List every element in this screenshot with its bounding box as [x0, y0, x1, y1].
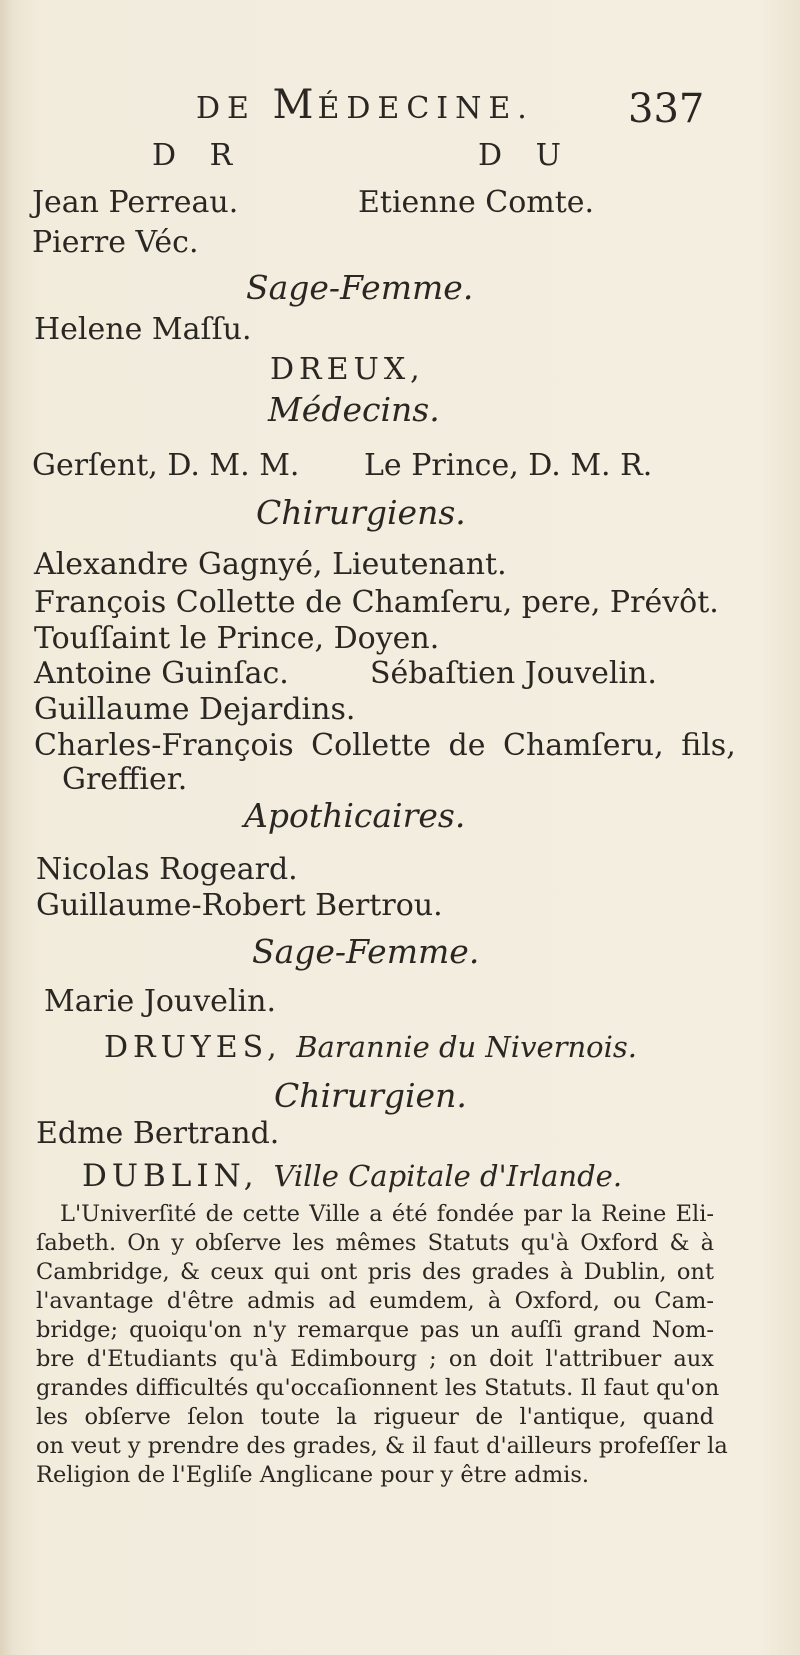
paragraph-line: ſabeth. On y obſerve les mêmes Statuts qu'à Oxford & à [36, 1230, 714, 1256]
paragraph-line: L'Univerſité de cette Ville a été fondée par la Reine Eli- [60, 1201, 714, 1227]
chirurgien-entry: Antoine Guinſac. [34, 656, 289, 691]
section-heading-chirurgiens: Chirurgiens. [256, 493, 466, 532]
paragraph-line: on veut y prendre des grades, & il faut d'ailleurs profeſſer la [36, 1433, 728, 1459]
chirurgien-entry: Alexandre Gagnyé, Lieutenant. [34, 547, 507, 582]
section-heading-sage-femme: Sage-Femme. [252, 932, 480, 971]
sage-femme-name: Marie Jouvelin. [44, 984, 276, 1019]
entry-left: Jean Perreau. [32, 185, 239, 220]
apothicaire-entry: Nicolas Rogeard. [36, 852, 298, 887]
apothicaire-entry: Guillaume-Robert Bertrou. [36, 888, 443, 923]
town-heading-druyes [104, 1030, 637, 1065]
town-heading-dreux: DREUX, [270, 352, 425, 387]
paragraph-line: bre d'Etudiants qu'à Edimbourg ; on doit l'attribuer aux [36, 1346, 714, 1372]
chirurgien-entry: Greffier. [62, 762, 188, 797]
sage-femme-name: Helene Maſſu. [34, 312, 252, 347]
paragraph-line: grandes difficultés qu'occaſionnent les Statuts. Il faut qu'on [36, 1375, 720, 1401]
paragraph-line: les obſerve ſelon toute la rigueur de l'antique, quand [36, 1404, 714, 1430]
town-name: DRUYES, [104, 1030, 282, 1065]
entry-right: Etienne Comte. [358, 185, 595, 220]
header-prefix: DE [196, 91, 256, 126]
chirurgien-entry: Touſſaint le Prince, Doyen. [34, 621, 440, 656]
section-heading-apothicaires: Apothicaires. [244, 796, 466, 835]
section-heading-sage-femme: Sage-Femme. [246, 268, 474, 307]
dublin-paragraph [36, 1200, 728, 1490]
header-rest: ÉDECINE. [317, 91, 534, 126]
medecin-left: Gerſent, D. M. M. [32, 448, 300, 483]
header-big-letter: M [272, 82, 318, 128]
town-subtitle: Ville Capitale d'Irlande. [273, 1159, 623, 1193]
chirurgien-entry: Charles-François Collette de Chamſeru, fils, [34, 728, 736, 763]
chirurgien-entry: Sébaſtien Jouvelin. [370, 656, 657, 691]
paragraph-line: Cambridge, & ceux qui ont pris des grades à Dublin, ont [36, 1259, 714, 1285]
entry-left: Pierre Véc. [32, 225, 199, 260]
column-heading-left: D R [152, 138, 245, 173]
section-heading-medecins: Médecins. [268, 390, 440, 429]
chirurgien-entry: Guillaume Dejardins. [34, 692, 356, 727]
town-heading-dublin [82, 1158, 622, 1194]
chirurgien-entry: Edme Bertrand. [36, 1116, 280, 1151]
page-number: 337 [628, 86, 705, 132]
paragraph-line: bridge; quoiqu'on n'y remarque pas un auſſi grand Nom- [36, 1317, 714, 1343]
column-heading-right: D U [478, 138, 573, 173]
town-subtitle: Barannie du Nivernois. [296, 1030, 637, 1064]
chirurgien-entry: François Collette de Chamſeru, pere, Prévôt. [34, 585, 719, 620]
medecin-right: Le Prince, D. M. R. [364, 448, 653, 483]
paragraph-line: l'avantage d'être admis ad eumdem, à Oxford, ou Cam- [36, 1288, 714, 1314]
running-header [196, 82, 534, 128]
town-name: DUBLIN, [82, 1158, 259, 1194]
section-heading-chirurgien: Chirurgien. [274, 1076, 467, 1115]
paragraph-line: Religion de l'Egliſe Anglicane pour y être admis. [36, 1462, 590, 1488]
